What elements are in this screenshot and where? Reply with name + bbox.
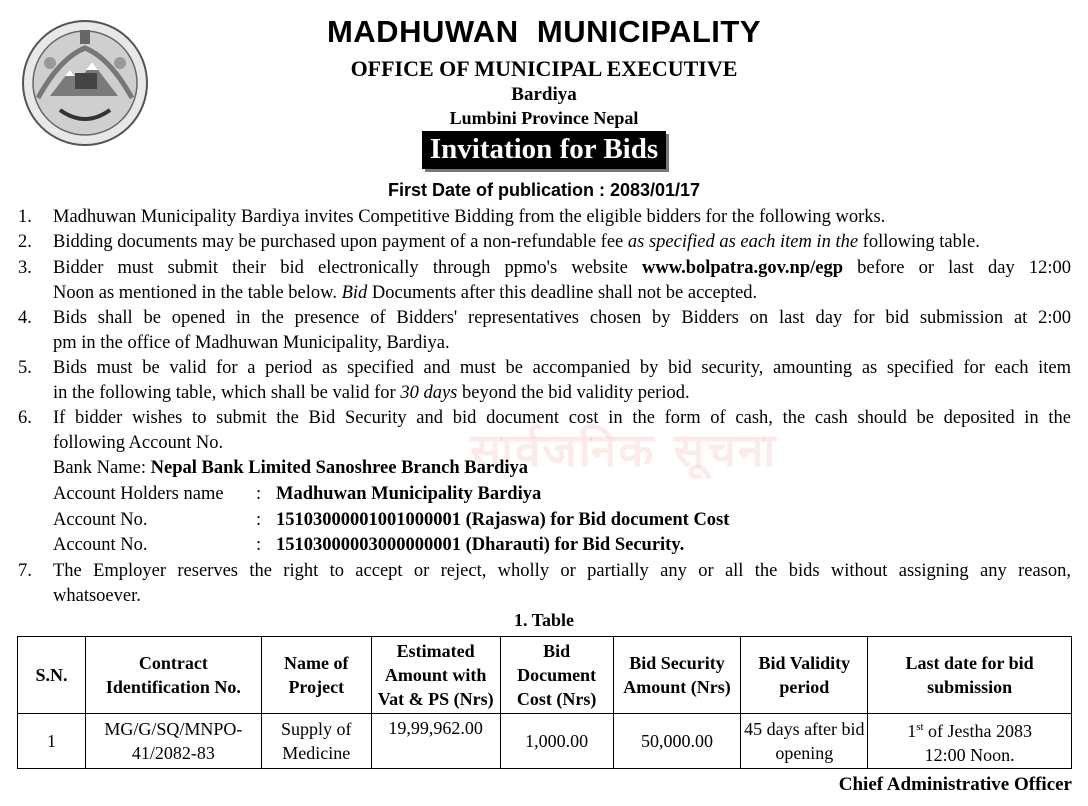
table-row xyxy=(18,714,1072,769)
cell-project-name: Supply of Medicine xyxy=(261,714,371,769)
header-sn: S.N. xyxy=(18,637,86,714)
item-number: 5. xyxy=(18,358,32,378)
account-no-dharauti: 15103000003000000001 (Dharauti) for Bid Security. xyxy=(276,535,685,555)
bid-portal-link[interactable]: www.bolpatra.gov.np/egp xyxy=(642,258,844,278)
notice-banner: Invitation for Bids xyxy=(422,131,666,169)
item-number: 2. xyxy=(18,232,32,252)
item-3-text: Bidder must submit their bid electronically through ppmo's website www.bolpatra.gov.np/egp before or last day 12:00 xyxy=(53,258,1071,278)
item-number: 1. xyxy=(18,207,32,227)
account-no-label: Account No. xyxy=(53,535,148,555)
separator: : xyxy=(256,484,262,504)
district-name: Bardiya xyxy=(511,84,577,105)
item-6-text-cont: following Account No. xyxy=(53,433,224,453)
cell-contract-id: MG/G/SQ/MNPO-41/2082-83 xyxy=(85,714,261,769)
account-no-label: Account No. xyxy=(53,510,148,530)
account-no-rajaswa: 15103000001001000001 (Rajaswa) for Bid document Cost xyxy=(276,510,730,530)
header-bid-security: Bid Security Amount (Nrs) xyxy=(613,637,741,714)
item-6-text: If bidder wishes to submit the Bid Security and bid document cost in the form of cash, the cash should be deposited in the xyxy=(53,408,1071,428)
header-bid-validity: Bid Validity period xyxy=(741,637,868,714)
account-holder-value: Madhuwan Municipality Bardiya xyxy=(276,484,542,504)
cell-estimated-amount: 19,99,962.00 xyxy=(371,714,500,769)
item-5-text-cont: in the following table, which shall be valid for 30 days beyond the bid validity period. xyxy=(53,383,690,403)
signatory-title: Chief Administrative Officer xyxy=(838,774,1072,795)
organization-title: MADHUWAN MUNICIPALITY xyxy=(326,14,762,49)
bid-table xyxy=(17,636,1072,769)
item-number: 7. xyxy=(18,561,32,581)
item-2-text: Bidding documents may be purchased upon payment of a non-refundable fee as specified as each item in the following table. xyxy=(53,232,980,252)
header-bid-doc-cost: Bid Document Cost (Nrs) xyxy=(500,637,613,714)
item-number: 6. xyxy=(18,408,32,428)
item-4-text-cont: pm in the office of Madhuwan Municipality, Bardiya. xyxy=(53,333,450,353)
province-name: Lumbini Province Nepal xyxy=(449,108,639,128)
header-last-date: Last date for bid submission xyxy=(868,637,1072,714)
cell-bid-security: 50,000.00 xyxy=(613,714,741,769)
item-number: 3. xyxy=(18,258,32,278)
cell-sn: 1 xyxy=(18,714,86,769)
table-header-row xyxy=(18,637,1072,714)
item-7-text: The Employer reserves the right to accept or reject, wholly or partially any or all the bids without assigning any reason, xyxy=(53,561,1071,581)
cell-bid-doc-cost: 1,000.00 xyxy=(500,714,613,769)
account-holder-label: Account Holders name xyxy=(53,484,224,504)
item-4-text: Bids shall be opened in the presence of Bidders' representatives chosen by Bidders on last day for bid submission at 2:00 xyxy=(53,308,1071,328)
header-contract-id: Contract Identification No. xyxy=(85,637,261,714)
cell-last-date: 1st of Jestha 2083 12:00 Noon. xyxy=(868,714,1072,769)
header-estimated-amount: Estimated Amount with Vat & PS (Nrs) xyxy=(371,637,500,714)
cell-bid-validity: 45 days after bid opening xyxy=(741,714,868,769)
item-5-text: Bids must be valid for a period as specified and must be accompanied by bid security, amounting as specified for each item xyxy=(53,358,1071,378)
table-caption: 1. Table xyxy=(513,610,575,630)
item-1-text: Madhuwan Municipality Bardiya invites Competitive Bidding from the eligible bidders for the following works. xyxy=(53,207,886,227)
bank-name: Bank Name: Nepal Bank Limited Sanoshree Branch Bardiya xyxy=(53,458,529,478)
office-title: OFFICE OF MUNICIPAL EXECUTIVE xyxy=(350,56,738,81)
item-number: 4. xyxy=(18,308,32,328)
header-project-name: Name of Project xyxy=(261,637,371,714)
item-3-text-cont: Noon as mentioned in the table below. Bid Documents after this deadline shall not be accepted. xyxy=(53,283,758,303)
publication-date: First Date of publication : 2083/01/17 xyxy=(387,180,701,200)
separator: : xyxy=(256,535,262,555)
item-7-text-cont: whatsoever. xyxy=(53,586,141,606)
watermark-text: सार्वजनिक सूचना xyxy=(470,423,778,477)
separator: : xyxy=(256,510,262,530)
